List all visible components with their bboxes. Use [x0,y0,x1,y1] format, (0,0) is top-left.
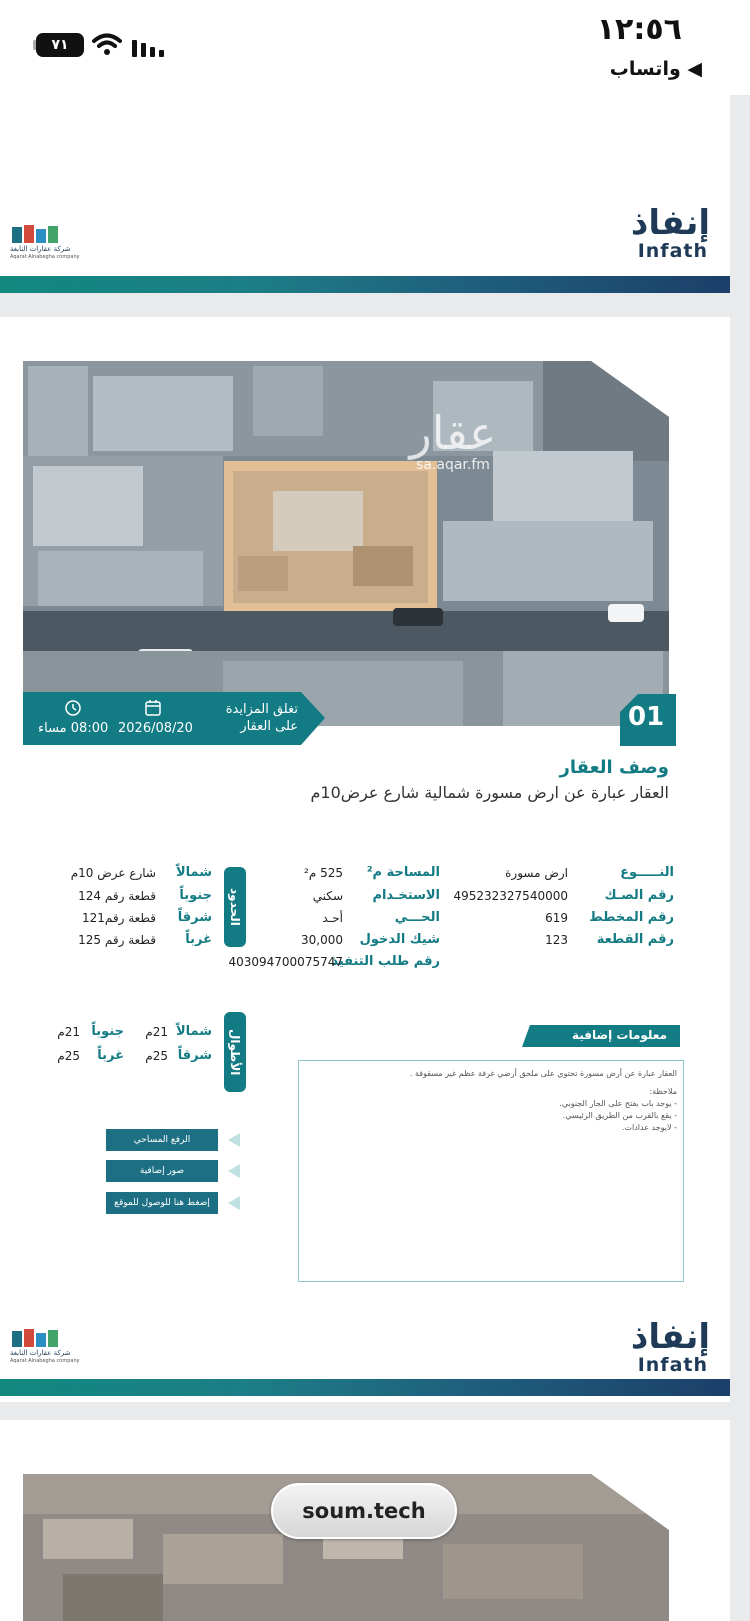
footer-gradient-bar [0,1379,730,1396]
border-south-value: قطعة رقم 124 [78,889,156,903]
partner-name-ar: شركة عقارات النابغة [10,245,71,253]
status-bar [0,0,750,95]
type-value: ارض مسورة [505,866,568,880]
calendar-icon [144,699,162,717]
extra-info-line-1: العقار عبارة عن أرض مسورة تحتوي على ملحق أرضي غرفة عظم غير مسقوفة . [409,1069,677,1078]
entry-check-value: 30,000 [301,933,343,947]
aerial-photo-illustration [23,361,669,726]
length-east-value: 25م [145,1049,168,1063]
description-text: العقار عبارة عن ارض مسورة شمالية شارع عرض10م [310,783,669,802]
wifi-icon [92,32,122,56]
location-link-button[interactable]: إضغط هنا للوصول للموقع [106,1192,218,1214]
district-value: أحـد [322,911,343,925]
auction-close-label-1: تغلق المزايدة [225,702,298,717]
back-to-whatsapp-link[interactable]: ◀ واتساب [609,58,702,80]
property-number: 01 [628,702,665,732]
survey-arrow-icon [228,1133,240,1147]
infath-logo-ar: إنفاذ [630,1317,710,1357]
extra-info-title: معلومات إضافية [571,1028,667,1042]
partner-name-en: Aqarat Alnabegha company [10,1358,80,1364]
infath-logo-en: Infath [637,240,708,262]
length-north-label: شمالاً [175,1024,212,1039]
length-north-value: 21م [145,1025,168,1039]
document-page-2 [0,317,730,1402]
document-page-1 [0,95,730,293]
border-south-label: جنوباً [179,888,212,903]
district-label: الحـــي [394,910,440,925]
extra-info-line-4: - يقع بالقرب من الطريق الرئيسي. [562,1111,677,1120]
length-west-label: غرباً [97,1048,124,1063]
extra-info-line-5: - لايوجد عدادات. [621,1123,677,1132]
length-south-label: جنوباً [91,1024,124,1039]
use-value: سكني [312,889,343,903]
infath-logo-ar: إنفاذ [630,203,710,243]
deed-value: 495232327540000 [453,889,568,903]
border-west-label: غرباً [185,932,212,947]
infath-logo-en: Infath [637,1354,708,1376]
length-east-label: شرقاً [177,1048,212,1063]
description-title: وصف العقار [559,757,669,778]
signal-icon [132,37,166,57]
watermark-ar: عقار [409,406,497,460]
battery-indicator: ٧١ [36,33,84,57]
use-label: الاستخـدام [372,888,440,903]
type-label: النـــــوع [620,865,674,880]
auction-date: 2026/08/20 [118,721,193,736]
borders-side-tab [224,867,246,947]
clock-icon [64,699,82,717]
execution-request-label: رقم طلب التنفيذ [331,954,440,969]
partner-name-ar: شركة عقارات النابغة [10,1349,71,1357]
partner-name-en: Aqarat Alnabegha company [10,254,80,260]
plot-label: رقم القطعة [596,932,674,947]
border-west-value: قطعة رقم 125 [78,933,156,947]
footer-gradient-bar [0,276,730,293]
location-arrow-icon [228,1196,240,1210]
border-east-label: شرقاً [177,910,212,925]
soum-tech-label: soum.tech [302,1499,426,1523]
length-south-value: 21م [57,1025,80,1039]
execution-request-value: 403094700075747 [228,955,343,969]
deed-label: رقم الصـك [604,888,674,903]
lengths-title: الأطوال [228,1028,242,1076]
entry-check-label: شيك الدخول [359,932,440,947]
plan-label: رقم المخطط [589,910,674,925]
length-west-value: 25م [57,1049,80,1063]
soum-tech-badge[interactable] [271,1483,457,1539]
border-east-value: قطعة رقم121 [81,911,156,925]
border-north-value: شارع عرض 10م [70,866,156,880]
lengths-side-tab [224,1012,246,1092]
photos-arrow-icon [228,1164,240,1178]
survey-link-button[interactable]: الرفع المساحي [106,1129,218,1151]
auction-time: 08:00 مساء [38,721,109,736]
photos-link-button[interactable]: صور إضافية [106,1160,218,1182]
partner-logo [10,223,80,263]
extra-info-box [298,1060,684,1282]
document-page-3 [0,1420,730,1621]
partner-logo [10,1327,80,1367]
aqarat-logo-icon [10,1327,66,1349]
borders-title: الحدود [228,888,242,926]
area-value: 525 م² [304,866,343,880]
clock-time: ١٢:٥٦ [596,12,682,47]
area-label: المساحة م² [366,865,440,880]
plan-value: 619 [545,911,568,925]
auction-close-label-2: على العقار [240,719,298,734]
property-aerial-photo [23,361,669,726]
plot-value: 123 [545,933,568,947]
extra-info-line-2: ملاحظة: [649,1087,677,1096]
border-north-label: شمالاً [175,865,212,880]
watermark-url: sa.aqar.fm [416,457,490,473]
extra-info-line-3: - يوجد باب بفتح على الجار الجنوبي. [559,1099,677,1108]
aqarat-logo-icon [10,223,66,245]
